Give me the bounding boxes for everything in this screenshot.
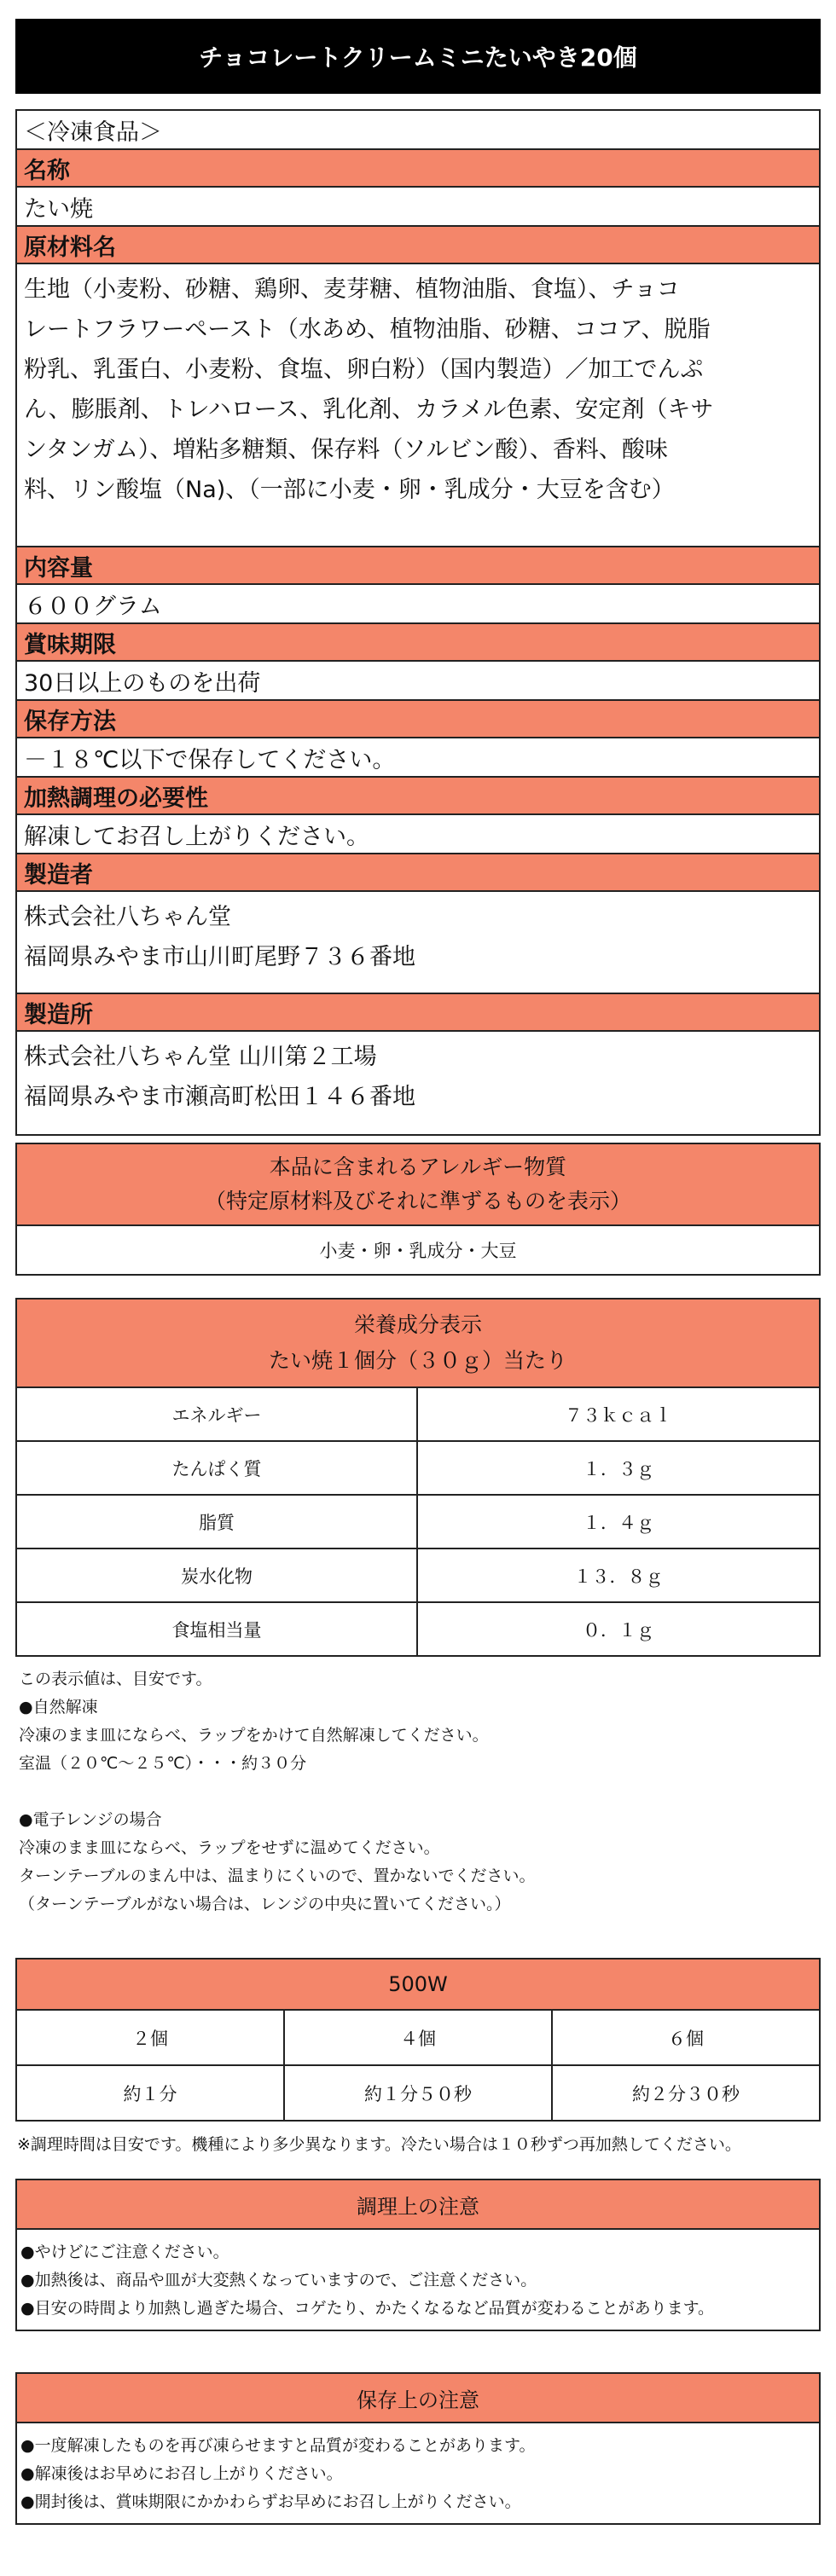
section-value-manufacturer: [17, 892, 819, 994]
table-row: [17, 1442, 819, 1496]
ingredients-line: レートフラワーペースト（水あめ、植物油脂、砂糖、ココア、脱脂: [24, 316, 711, 343]
nutrient-value: ７３ｋｃａｌ: [565, 1404, 672, 1426]
category-label: ＜冷凍食品＞: [24, 119, 162, 146]
value-heating: 解凍してお召し上がりください。: [24, 823, 369, 850]
time-cell: 約１分５０秒: [285, 2066, 553, 2120]
heading-storage: 保存方法: [24, 708, 116, 735]
section-heading: [17, 227, 819, 264]
section-heading: [17, 778, 819, 815]
heading-ingredients: 原材料名: [24, 234, 116, 261]
table-row: [17, 2066, 819, 2120]
value-contents: ６００グラム: [24, 593, 162, 620]
section-heading: [17, 854, 819, 892]
note-spacer: [19, 1778, 821, 1806]
section-heading: [17, 994, 819, 1032]
table-row: [17, 1388, 819, 1442]
allergen-heading-line: 本品に含まれるアレルギー物質: [269, 1155, 567, 1179]
section-heading: [17, 624, 819, 662]
heading-heating: 加熱調理の必要性: [24, 784, 208, 812]
caution-line: ●加熱後は、商品や皿が大変熱くなっていますので、ご注意ください。: [20, 2271, 537, 2289]
storage-caution-box: [15, 2372, 821, 2525]
microwave-heading: 500W: [17, 1959, 819, 2011]
count-cell: ２個: [17, 2011, 285, 2064]
section-heading: [17, 150, 819, 188]
section-heading: [17, 547, 819, 585]
table-row: [17, 1496, 819, 1549]
count-cell: ４個: [285, 2011, 553, 2064]
heading-best-before: 賞味期限: [24, 631, 116, 658]
ingredients-line: ん、膨脹剤、トレハロース、乳化剤、カラメル色素、安定剤（キサ: [24, 397, 714, 423]
nutrient-value: ０．１ｇ: [583, 1619, 654, 1641]
cooking-caution-heading: 調理上の注意: [17, 2180, 819, 2230]
ingredients-line: 粉乳、乳蛋白、小麦粉、食塩、卵白粉）（国内製造）／加工でんぷ: [24, 356, 704, 383]
section-value: [17, 738, 819, 778]
microwave-time-table: [15, 1958, 821, 2122]
nutrient-name: 食塩相当量: [17, 1603, 418, 1655]
note-line: この表示値は、目安です。: [19, 1670, 212, 1688]
heading-name: 名称: [24, 157, 70, 184]
note-line: 冷凍のまま皿にならべ、ラップをせずに温めてください。: [19, 1838, 440, 1857]
section-value: [17, 662, 819, 701]
allergen-heading-line: （特定原材料及びそれに準ずるものを表示）: [204, 1189, 631, 1213]
time-cell: 約２分３０秒: [632, 2083, 740, 2104]
nutrition-heading-line: たい焼１個分（３０ｇ）当たり: [268, 1348, 567, 1373]
storage-caution-body: [17, 2423, 819, 2523]
food-label-table: [15, 109, 821, 1136]
category-row: [17, 111, 819, 150]
section-value: [17, 585, 819, 624]
section-heading: [17, 701, 819, 738]
heading-factory: 製造所: [24, 1001, 93, 1028]
caution-line: ●開封後は、賞味期限にかかわらずお早めにお召し上がりください。: [20, 2492, 521, 2511]
value-name: たい焼: [24, 195, 93, 223]
cooking-caution-box: [15, 2179, 821, 2331]
count-cell: ６個: [668, 2028, 704, 2049]
note-line: ターンテーブルのまん中は、温まりにくいので、置かないでください。: [19, 1867, 536, 1885]
value-best-before: 30日以上のものを出荷: [24, 669, 261, 697]
allergen-box: [15, 1143, 821, 1276]
note-line: （ターンテーブルがない場合は、レンジの中央に置いてください。）: [19, 1895, 511, 1913]
nutrient-name: たんぱく質: [17, 1442, 418, 1494]
note-line: 室温（２０℃～２５℃）・・・約３０分: [19, 1754, 307, 1773]
nutrition-table: [15, 1298, 821, 1657]
product-title: チョコレートクリームミニたいやき20個: [15, 19, 821, 94]
value-storage: －１８℃以下で保存してください。: [24, 746, 396, 773]
caution-line: ●やけどにご注意ください。: [20, 2243, 229, 2261]
heading-manufacturer: 製造者: [24, 861, 93, 889]
allergen-items: 小麦・卵・乳成分・大豆: [319, 1241, 517, 1261]
allergen-heading: [17, 1144, 819, 1226]
ingredients-line: 料、リン酸塩（Na)、（一部に小麦・卵・乳成分・大豆を含む）: [24, 477, 675, 503]
note-line: 冷凍のまま皿にならべ、ラップをかけて自然解凍してください。: [19, 1726, 489, 1745]
time-cell: 約１分: [17, 2066, 285, 2120]
cooking-caution-body: [17, 2230, 819, 2330]
note-line: ●電子レンジの場合: [19, 1810, 162, 1829]
caution-line: ●目安の時間より加熱し過ぎた場合、コゲたり、かたくなるなど品質が変わることがあります。: [20, 2299, 715, 2318]
nutrition-heading-line: 栄養成分表示: [353, 1312, 482, 1337]
manufacturer-address: 福岡県みやま市山川町尾野７３６番地: [24, 944, 415, 970]
nutrition-heading: [17, 1300, 819, 1388]
manufacturer-name: 株式会社八ちゃん堂: [24, 904, 231, 930]
section-value-ingredients: [17, 264, 819, 547]
caution-line: ●解凍後はお早めにお召し上がりください。: [20, 2464, 343, 2483]
table-row: [17, 1549, 819, 1603]
section-value: [17, 188, 819, 227]
table-row: [17, 2011, 819, 2066]
heading-contents: 内容量: [24, 554, 93, 582]
factory-address: 福岡県みやま市瀬高町松田１４６番地: [24, 1084, 415, 1110]
nutrient-value: １．４ｇ: [583, 1512, 654, 1533]
section-value: [17, 815, 819, 854]
caution-line: ●一度解凍したものを再び凍らせますと品質が変わることがあります。: [20, 2436, 536, 2455]
thawing-notes: [19, 1665, 821, 1919]
nutrient-name: エネルギー: [17, 1388, 418, 1440]
nutrient-value: １．３ｇ: [583, 1458, 654, 1479]
ingredients-line: ンタンガム）、増粘多糖類、保存料（ソルビン酸）、香料、酸味: [24, 437, 668, 463]
nutrient-value: １３．８ｇ: [573, 1566, 664, 1587]
ingredients-line: 生地（小麦粉、砂糖、鶏卵、麦芽糖、植物油脂、食塩）、チョコ: [24, 276, 680, 303]
storage-caution-heading: 保存上の注意: [17, 2374, 819, 2423]
section-value-factory: [17, 1032, 819, 1134]
nutrient-name: 脂質: [17, 1496, 418, 1548]
table-row: [17, 1603, 819, 1655]
factory-name: 株式会社八ちゃん堂 山川第２工場: [24, 1044, 377, 1070]
nutrient-name: 炭水化物: [17, 1549, 418, 1601]
cooking-time-footnote: ※調理時間は目安です。機種により多少異なります。冷たい場合は１０秒ずつ再加熱してください。: [17, 2135, 741, 2154]
note-line: ●自然解凍: [19, 1698, 98, 1716]
